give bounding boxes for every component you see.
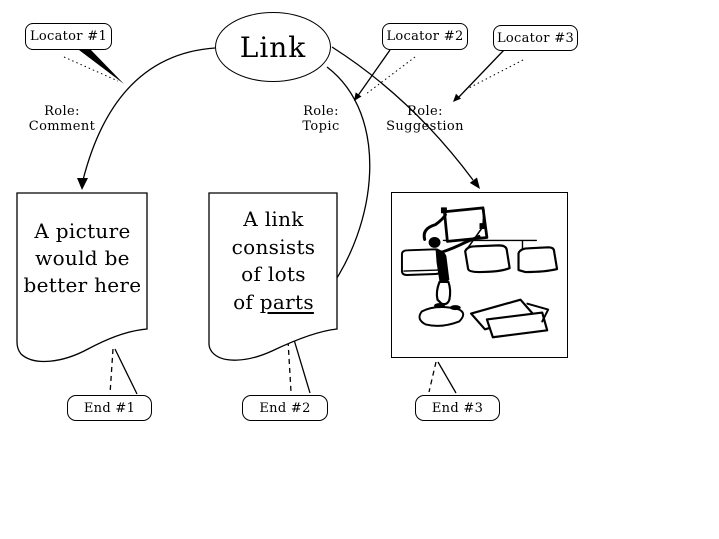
image-node — [391, 192, 568, 358]
role-comment-label — [7, 104, 117, 134]
document-1-line: better here — [23, 273, 142, 297]
locator-1-label: Locator #1 — [29, 29, 108, 44]
locator-2-callout — [382, 23, 468, 50]
document-1-line: would be — [35, 246, 130, 270]
role-topic-title: Role: — [303, 104, 339, 119]
underlined-word-parts: parts — [259, 289, 314, 314]
comment-arrowhead — [77, 178, 88, 190]
role-suggestion-title: Role: — [407, 104, 443, 119]
document-2-line: of parts — [233, 289, 314, 314]
document-2-line: A link — [243, 207, 304, 231]
document-1-line: A picture — [34, 219, 131, 243]
end1-tail-dashed — [110, 349, 113, 394]
link-node — [215, 12, 331, 82]
locator1-dotted-leader — [64, 57, 118, 81]
end3-tail-dashed — [429, 362, 436, 392]
role-topic-name: Topic — [302, 119, 340, 134]
locator-3-label: Locator #3 — [496, 30, 575, 46]
end-1-label: End #1 — [83, 400, 136, 416]
document-2-line: of lots — [241, 262, 306, 286]
locator-2-label: Locator #2 — [386, 29, 464, 44]
role-comment-name: Comment — [28, 119, 96, 134]
link-node-label: Link — [239, 30, 307, 64]
locator3-arrowhead — [453, 94, 461, 102]
document-1-text — [17, 218, 148, 299]
end-3-callout — [415, 395, 500, 421]
end-2-label: End #2 — [259, 400, 311, 416]
role-suggestion-label — [370, 104, 480, 134]
document-2-line: consists — [231, 234, 316, 259]
locator2-leader — [357, 50, 390, 97]
locator-1-callout — [25, 23, 112, 50]
role-suggestion-name: Suggestion — [386, 119, 464, 134]
end1-tail — [115, 349, 137, 394]
role-topic-label — [266, 104, 376, 134]
role-comment-title: Role: — [44, 104, 80, 119]
figure-holding-paper-sketch — [392, 193, 567, 357]
end-1-callout — [67, 395, 152, 421]
locator3-dotted-leader — [465, 60, 523, 90]
end3-tail — [438, 362, 456, 393]
suggestion-arrowhead — [470, 178, 480, 190]
end-3-label: End #3 — [431, 400, 484, 416]
document-2-text — [209, 206, 338, 316]
end-2-callout — [242, 395, 328, 421]
locator2-dotted-leader — [366, 57, 415, 94]
locator3-leader — [457, 50, 504, 99]
locator-3-callout — [493, 25, 578, 51]
locator2-arrowhead — [354, 92, 362, 101]
